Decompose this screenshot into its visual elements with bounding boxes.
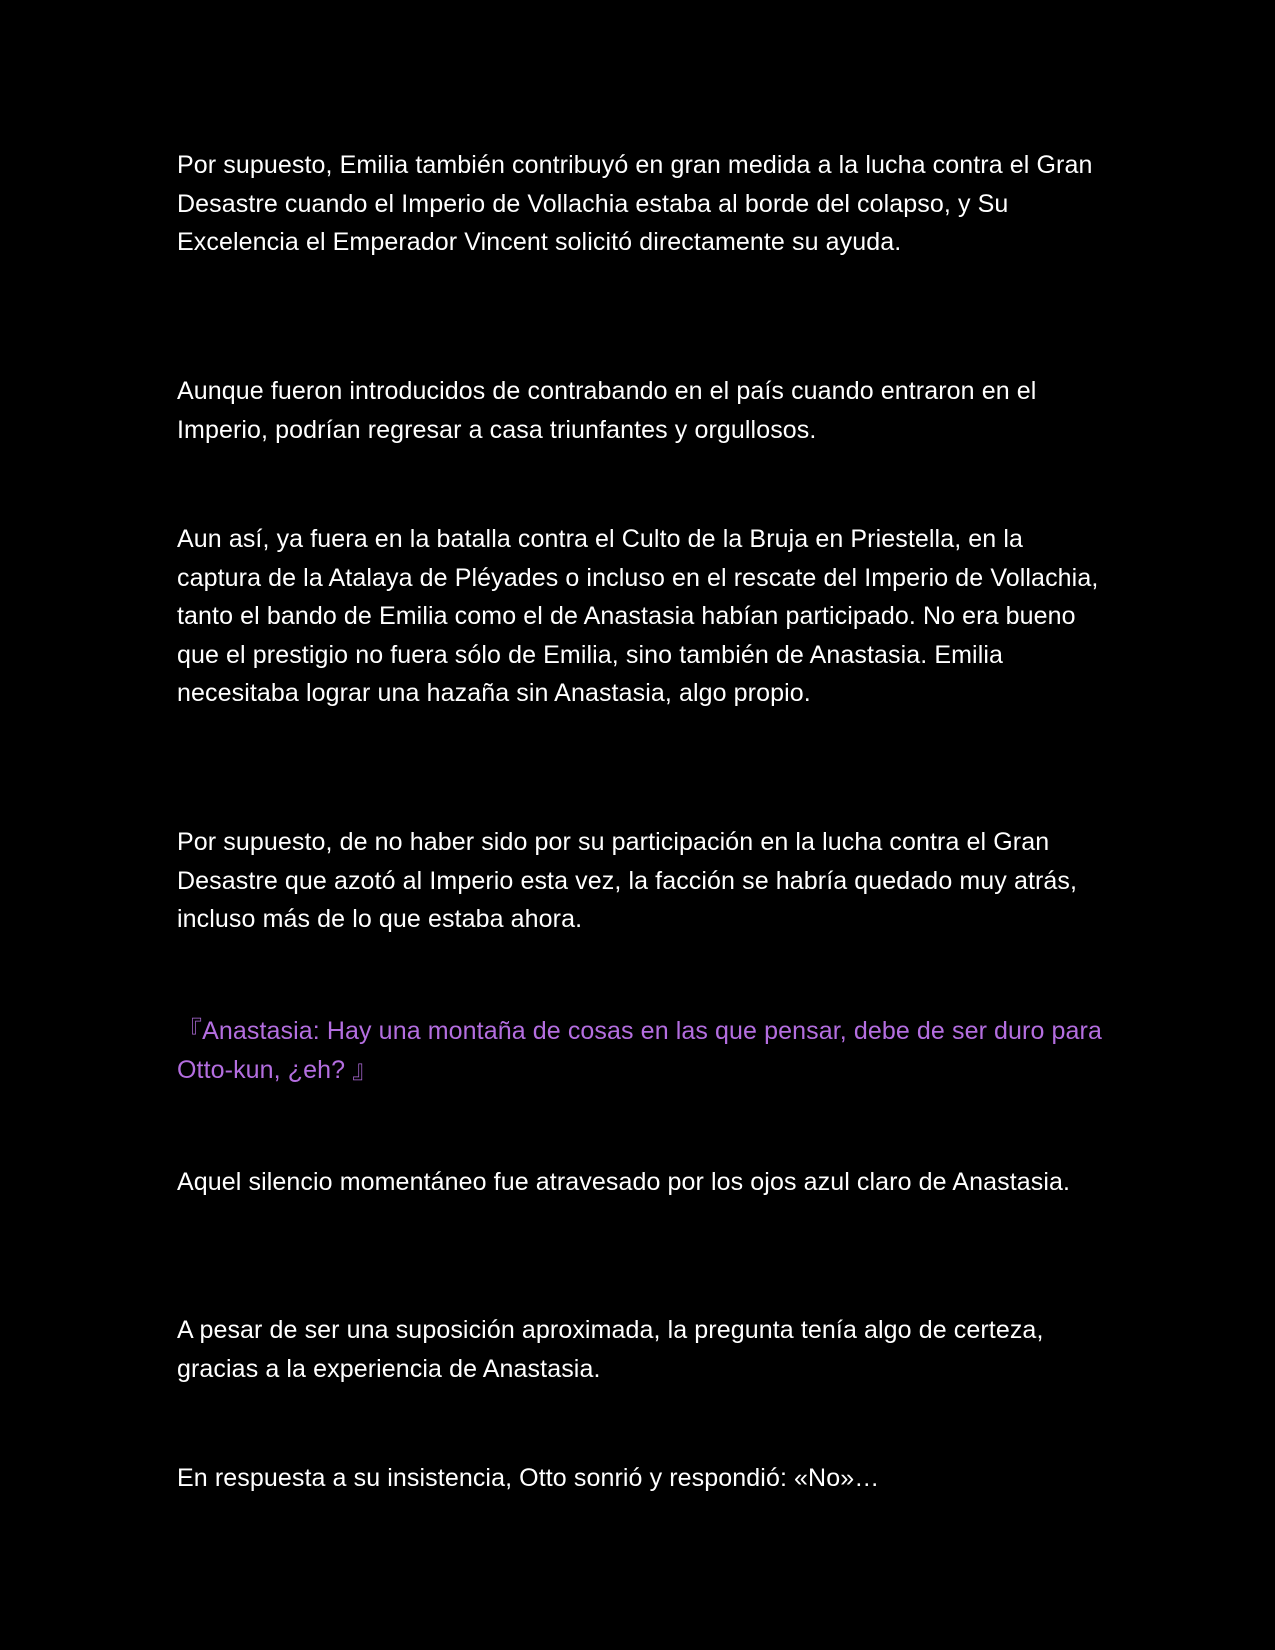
paragraph: En respuesta a su insistencia, Otto sonrió y respondió: «No»…	[177, 1464, 880, 1492]
paragraph: Por supuesto, Emilia también contribuyó en gran medida a la lucha contra el Gran Desastre cuando el Imperio de Vollachia estaba al borde del colapso, y Su Excelencia el Emperador Vincent solicitó directamente su ayuda.	[177, 151, 1093, 256]
paragraph: Aunque fueron introducidos de contrabando en el país cuando entraron en el Imperio, podrían regresar a casa triunfantes y orgullosos.	[177, 377, 1037, 444]
dialogue-line: 『Anastasia: Hay una montaña de cosas en las que pensar, debe de ser duro para Otto-kun, ¿eh? 』	[177, 1017, 1102, 1084]
paragraph: Aun así, ya fuera en la batalla contra el Culto de la Bruja en Priestella, en la captura de la Atalaya de Pléyades o incluso en el rescate del Imperio de Vollachia, tanto el bando de Emilia como el de Anastasia habían participado. No era bueno que el prestigio no fuera sólo de Emilia, sino también de Anastasia. Emilia necesitaba lograr una hazaña sin Anastasia, algo propio.	[177, 525, 1099, 707]
paragraph: Por supuesto, de no haber sido por su participación en la lucha contra el Gran Desastre que azotó al Imperio esta vez, la facción se habría quedado muy atrás, incluso más de lo que estaba ahora.	[177, 828, 1078, 933]
paragraph: Aquel silencio momentáneo fue atravesado por los ojos azul claro de Anastasia.	[177, 1168, 1071, 1196]
paragraph: A pesar de ser una suposición aproximada, la pregunta tenía algo de certeza, gracias a la experiencia de Anastasia.	[177, 1316, 1044, 1383]
